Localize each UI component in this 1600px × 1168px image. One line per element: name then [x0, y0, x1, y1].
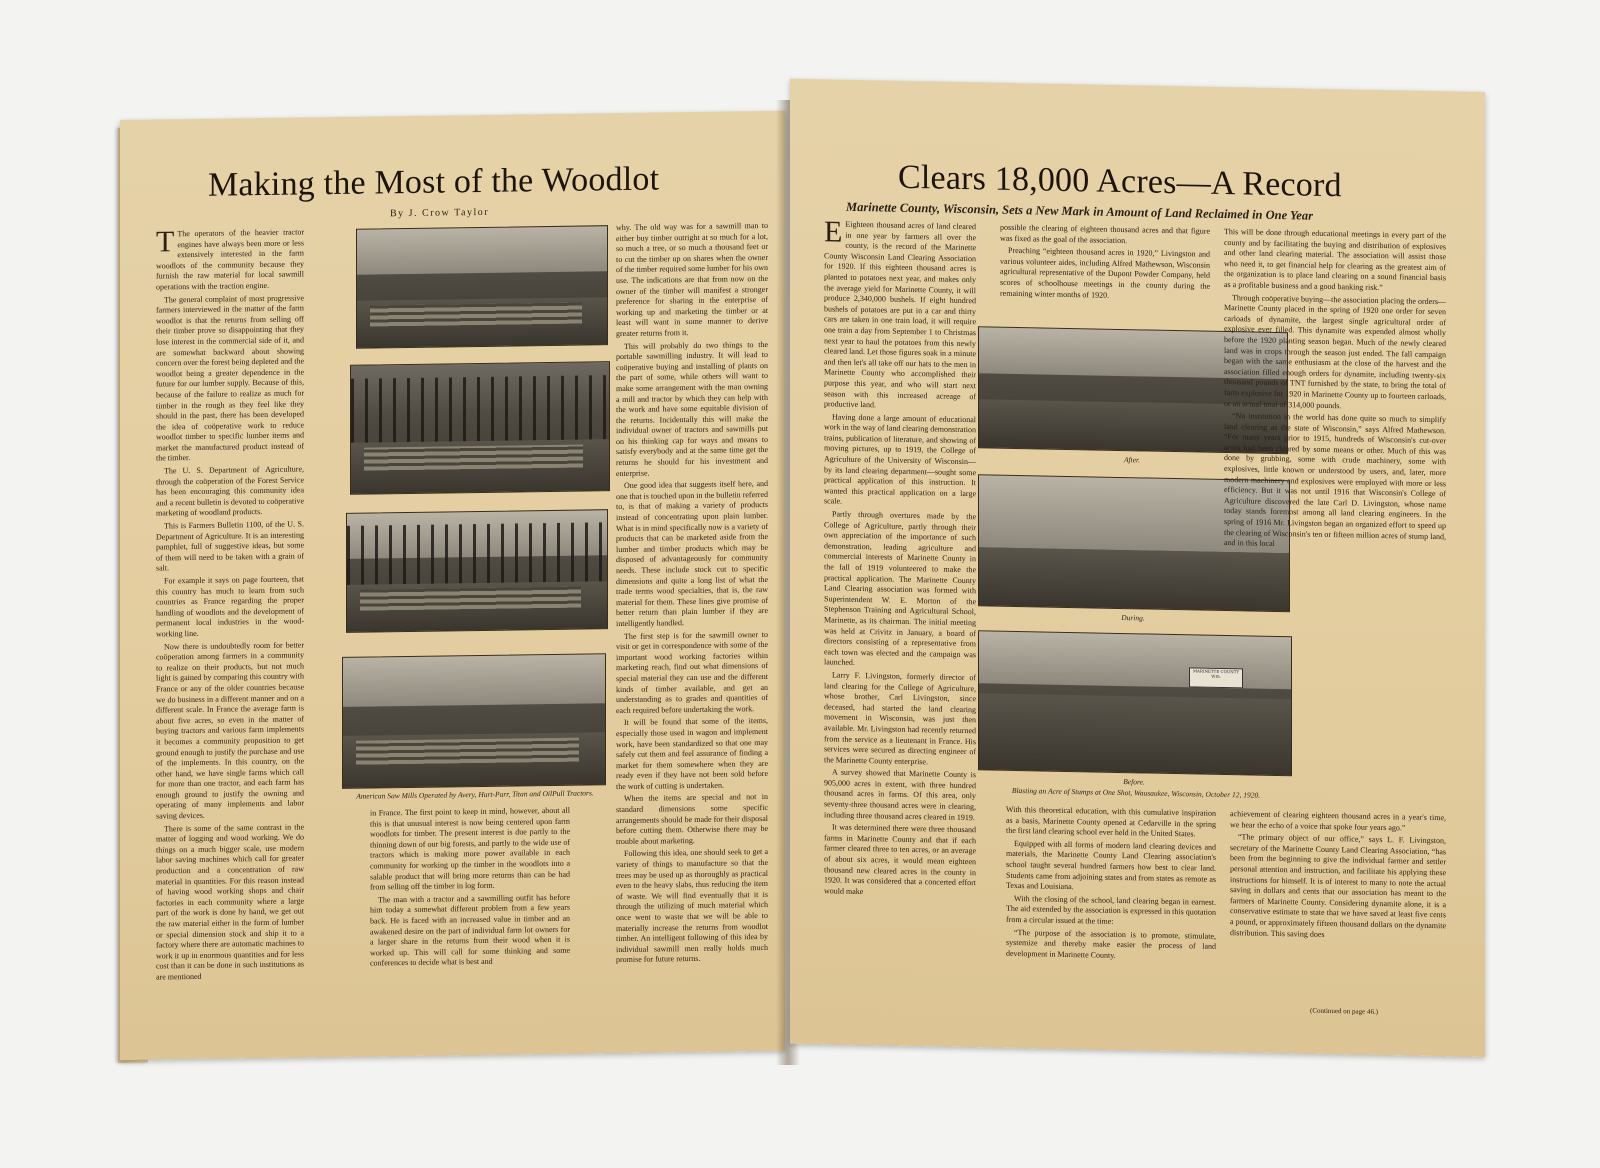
left-col-3	[616, 221, 768, 968]
article-title-woodlot: Making the Most of the Woodlot	[208, 160, 660, 204]
paragraph: Preaching “eighteen thousand acres in 1920,” Livingston and various volunteer aides, including Alfred Mathewson, Wisconsin agricultural representative of the Dupont Powder Company, held scores of schoolhouse meetings in the county during the remaining winter months of 1920.	[1000, 246, 1210, 300]
right-page	[790, 79, 1485, 1057]
left-page	[120, 111, 785, 1060]
paragraph: Following this idea, one should seek to get a variety of things to manufacture so that the trees may be used up as thoroughly as practical even to the heavy slabs, thus reducing the item of waste. We will find eventually that it is through the utilizing of much material which once went to waste that we will be able to materially increase the returns from woodlot timber. An intelligent following of this idea by individual sawmill men really holds much promise for future returns.	[616, 847, 768, 965]
caption-blasting: Blasting an Acre of Stumps at One Shot, Wausaukee, Wisconsin, October 12, 1920.	[1011, 785, 1261, 800]
paragraph: “The primary object of our office,” says L. F. Livingston, secretary of the Marinette County Land Clearing Association, “has been from the beginning to give the individual farmer and settler personal attention and instruction, and facilitate his applying these instructions for himself. It is of interest to many to note the actual saving in dollars and cents that our association has meant to the farmers of Marinette County. Considering dynamite alone, it is a conservative estimate to state that we have saved at least five cents a pound, or approximately fifteen thousand dollars on the dynamite distribution. This saving does	[1230, 832, 1446, 939]
paragraph: With this theoretical education, with this cumulative inspiration as a basis, Marinette County opened at Cedarville in the spring the first land clearing school ever held in the United States.	[1006, 804, 1216, 839]
photo-sawmill-forest	[350, 361, 610, 495]
paragraph: With the closing of the school, land clearing began in earnest. The aid extended by the association is expressed in this quotation from a circular issued at the time:	[1006, 893, 1216, 926]
photo-sawmill-woods	[346, 509, 608, 633]
photo-before	[978, 630, 1292, 776]
paragraph: It was determined there were three thousand farms in Marinette County and that if each farmer cleared three to ten acres, or an average of about six acres, it would mean eighteen thousand new cleared acres in the county in 1920. It was considered that a concerted effort would make	[824, 822, 976, 896]
article-subtitle: Marinette County, Wisconsin, Sets a New Mark in Amount of Land Reclaimed in One Year	[846, 199, 1313, 223]
photo-sawmill-lumber-pile	[342, 653, 606, 789]
photo-sawmill-clearing	[356, 225, 608, 349]
paragraph: why. The old way was for a sawmill man to either buy timber outright at so much for a lot, so much a tree, or so much a thousand feet or to cut the timber up on shares when the owner of the timber required some lumber for his own use. The indications are that from now on the owner of the timber will manifest a stronger preference for sharing in the enterprise of working up and marketing the timber or at least will want in some manner to derive greater returns from it.	[616, 220, 768, 339]
paragraph: achievement of clearing eighteen thousand acres in a year's time, we hear the echo of a voice that spoke four years ago.”	[1230, 809, 1446, 833]
paragraph: E Eighteen thousand acres of land cleared in one year by farmers all over the county, is the record of the Marinette County Wisconsin Land Clearing Association for 1920. If this eighteen thousand acres is planted to potatoes next year, and makes only the average yield for Marinette County, it will produce 2,340,000 bushels. If eight hundred bushels of potatoes are put in a car and thirty cars are taken in one train load, it will require one train a day from September 1 to Christmas next year to haul the potatoes from this newly cleared land. Let those figures soak in a minute and then let's all take off our hats to the men in Marinette County who accomplished their purpose this year, and who will start next season with this increased acreage of productive land.	[824, 215, 976, 410]
paragraph: A survey showed that Marinette County is 905,000 acres in extent, with three hundred thousand acres in farms. Of this area, only seventy-three thousand acres were in clearing, including three thousand acres cleared in 1919.	[824, 767, 976, 822]
caption-after: After.	[1123, 455, 1141, 465]
right-col-3-top	[1224, 227, 1446, 555]
article-title-clears: Clears 18,000 Acres—A Record	[898, 158, 1342, 205]
left-col-2-bottom	[370, 806, 570, 972]
right-col-3-bottom	[1230, 809, 1446, 944]
paragraph: This is Farmers Bulletin 1100, of the U. S. Department of Agriculture. It is an interesting pamphlet, full of suggestive ideas, but some of them will need to be taken with a grain of salt.	[156, 519, 304, 573]
right-col-2-bottom	[1006, 805, 1216, 965]
paragraph: Equipped with all forms of modern land clearing devices and materials, the Marinette County Land Clearing association's school taught several hundred farmers how best to clear land. Students came from adjoining states and from states as remote as Texas and Louisiana.	[1006, 838, 1216, 892]
paragraph: When the items are special and not in standard dimensions some specific arrangements should be made for their disposal before cutting them. Otherwise there may be trouble about marketing.	[616, 792, 768, 846]
right-col-2-top	[1000, 223, 1210, 305]
paragraph: Partly through overtures made by the College of Agriculture, partly through their own appreciation of the importance of such demonstration, leading agriculture and commercial interests of Marinette County in the fall of 1919 volunteered to make the practical application. The Marinette County Land Clearing association was formed with Superintendent W. E. Morton of the Stephenson Training and Agricultural School, Marinette, as its chairman. The initial meeting was held at Crivitz in January, a board of directors consisting of a representative from each town was elected and the campaign was launched.	[824, 509, 976, 668]
drop-cap: T	[156, 225, 175, 259]
paragraph: possible the clearing of eighteen thousand acres and that figure was fixed as the goal of the association.	[1000, 222, 1210, 245]
paragraph: This will probably do two things to the portable sawmilling industry. It will lead to coöperative buying and installing of plants on the part of some, while others will want to make some arrangement with the man owning a mill and tractor by which they can help with the work and have some equitable division of the returns. Incidentally this will make the individual owner of tractors and sawmills put on his thinking cap for ways and means to satisfy everybody and at the same time get the returns he should for his investment and enterprise.	[616, 339, 768, 478]
paragraph: “The purpose of the association is to promote, stimulate, systemize and thereby make easier the process of land development in Marinette County.	[1006, 927, 1216, 960]
paragraph: Through coöperative buying—the association placing the orders—Marinette County placed in the spring of 1920 one order for seven carloads of dynamite, the largest single agricultural order of explosive ever filled. This dynamite was expended almost wholly before the 1920 planting season began. Much of the newly cleared land was in crops through the season just ended. The fall campaign began with the same enthusiasm at the close of the harvest and the association filled enough orders for dynamite, including twenty-six thousand pounds of TNT furnished by the state, to bring the total of farm explosive for 1920 in Marinette County up to fourteen carloads, or an actual total of 314,000 pounds.	[1224, 292, 1446, 410]
paragraph: in France. The first point to keep in mind, however, about all this is that unusual interest is now being centered upon farm woodlots for timber. The present interest is due partly to the thinning down of our big forests, and partly to the wide use of tractors which is making more power available in each community for working up the timber in the woodlots into a salable product that will bring more returns than can be had from selling off the timber in log form.	[370, 805, 570, 892]
paragraph: Larry F. Livingston, formerly director of land clearing for the College of Agriculture, whose brother, Carl Livingston, since deceased, had started the land clearing movement in Wisconsin, was just then available. Mr. Livingston had recently returned from the service as a lieutenant in France. His services were secured as directing engineer of the Marinette County enterprise.	[824, 670, 976, 766]
byline: By J. Crow Taylor	[390, 206, 490, 220]
paragraph: It will be found that some of the items, especially those used in wagon and implement work, have been standardized so that one may safely cut them and feel assurance of finding a market for them somewhere when they are ready even if they have not been sold before the work of cutting is undertaken.	[616, 716, 768, 791]
continued-note: (Continued on page 46.)	[1310, 1006, 1379, 1016]
paragraph: There is some of the same contrast in the matter of logging and wood working. We do things on a much bigger scale, use modern labor saving machines which call for greater production and a concentration of raw material in quantities. For this reason instead of having wood working shops and chair factories in each community where a large part of the work is done by hand, we get out the raw material either in the form of lumber or special dimension stock and ship it to a factory where there are automatic machines to work it up in enormous quantities and for less cost than it can be done in such institutions as are mentioned	[156, 822, 304, 982]
left-col-1	[156, 227, 304, 985]
paragraph: Now there is undoubtedly room for better coöperation among farmers in a community to realize on their products, but not much light is gained by comparing this country with France or any of the older countries because we do business in a different manner and on a different scale. In France the average farm is about five acres, so even in the matter of buying tractors and various farm implements it becomes a community proposition to get ground enough to justify the purchase and use of the implements. In this country, on the other hand, we have single farms which call for more than one tractor, and each farm has enough ground to justify the owning and operating of many implements and labor saving devices.	[156, 639, 304, 821]
paragraph: One good idea that suggests itself here, and one that is touched upon in the bulletin referred to, is that of making a variety of products instead of concentrating upon plain lumber. What is in mind specifically now is a variety of products that can be marketed aside from the lumber and timber products which may be disposed of advantageously for community needs. These include stock cut to specific dimensions and quite a long list of what the trade terms wood specialties, that is, the raw material for them. These lines give promise of better return than plain lumber if they are intelligently handled.	[616, 479, 768, 629]
paragraph: This will be done through educational meetings in every part of the county and by facilitating the buying and distribution of explosives and other land clearing material. The association will assist those who need it, to get financial help for clearing as the greatest aim of the organization is to place land clearing on a sound financial basis as a profitable business and a good banking risk.”	[1224, 226, 1446, 293]
right-col-1	[824, 215, 976, 901]
sign-board: MARINETTE COUNTY WIS.	[1189, 667, 1243, 688]
drop-cap: E	[824, 215, 843, 249]
paragraph: For example it says on page fourteen, that this country has much to learn from such countries as France regarding the proper handling of woodlots and the development of permanent local industries in the wood-working line.	[156, 574, 304, 639]
photo-caption-sawmills: American Saw Mills Operated by Avery, Hart-Parr, Titan and OilPull Tractors.	[356, 788, 594, 801]
paragraph: The man with a tractor and a sawmilling outfit has before him today a somewhat different problem from a few years back. He is faced with an increased value in timber and an awakened desire on the part of individual farm lot owners for a larger share in the returns from their wood when it is worked up. This will call for some thinking and some conferences to decide what is best and	[370, 892, 570, 968]
paragraph: The general complaint of most progressive farmers interviewed in the matter of the farm woodlot is that the returns from selling off their timber prove so disappointing that they lose interest in the commercial side of it, and are somewhat backward about showing concern over the forest being depleted and the woodlot being a greater dependence in the future for our lumber supply. Because of this, because of the failure to realize as much for timber in the rough as they feel like they should in the past, there has been developed the idea of coöperative work to reduce woodlot timber to specific lumber items and market the manufactured product instead of the timber.	[156, 292, 304, 463]
caption-before: Before.	[1123, 777, 1145, 787]
paragraph: T The operators of the heavier tractor engines have always been more or less extensively interested in the farm woodlots of the community because they furnish the raw material for local sawmill operations with the traction engine.	[156, 225, 304, 292]
paragraph: The U. S. Department of Agriculture, through the coöperation of the Forest Service has been encouraging this community idea and a recent bulletin is devoted to coöperative marketing of woodland products.	[156, 464, 304, 518]
paragraph: The first step is for the sawmill owner to visit or get in correspondence with some of the important wood working factories within marketing reach, find out what dimensions of special material they can use and the different kinds of timber available, and get an understanding as to grades and quantities of each required before undertaking the work.	[616, 629, 768, 715]
paragraph: Having done a large amount of educational work in the way of land clearing demonstration trains, publication of literature, and showing of moving pictures, up to 1919, the College of Agriculture of the University of Wisconsin—by its land clearing department—sought some practical application of this instruction. It wanted this practical application on a large scale.	[824, 412, 976, 507]
paragraph: “No institution in the world has done quite so much to simplify land clearing as the state of Wisconsin,” says Alfred Mathewson. “For many years prior to 1915, hundreds of Wisconsin's cut-over acres had been cleared by some means or other. Much of this was done by grubbing, some with crude machinery, some with explosives, little known or understood by users, and, later, more modern machinery and explosives were employed with more or less efficiency. But it was not until 1916 that Wisconsin's College of Agriculture discovered the late Carl D. Livingston, whose name today stands foremost among all land clearing engineers. In the spring of 1916 Mr. Livingston began an organized effort to speed up the clearing of Wisconsin's ten or fifteen million acres of stump land, and in this local	[1224, 411, 1446, 549]
caption-during: During.	[1121, 613, 1145, 623]
